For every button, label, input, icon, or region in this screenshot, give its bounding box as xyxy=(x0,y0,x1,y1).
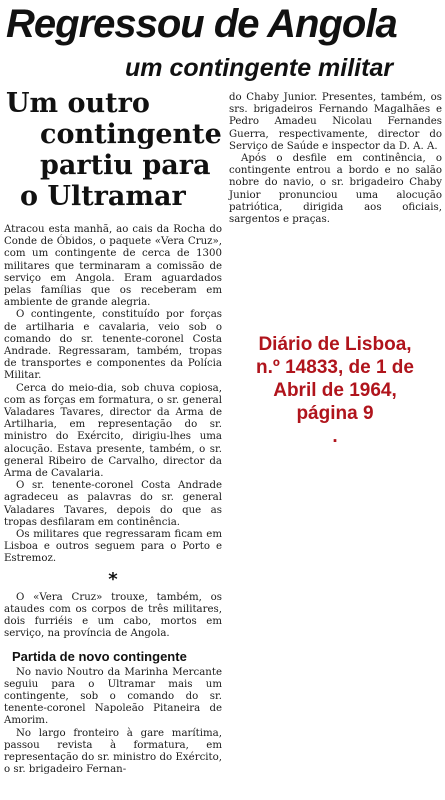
article-paragraph: Cerca do meio-dia, sob chuva copiosa, com as forças em formatura, o sr. general Valadares Tavares, director da Arma de Artilharia, em representação do sr. ministro do Exército, dirigiu-lhes uma alocução. Estava presente, também, o sr. general Ribeiro de Carvalho, director da Arma de Cavalaria. xyxy=(4,382,222,480)
section-separator: * xyxy=(108,568,118,590)
caption-line: página 9 xyxy=(296,403,374,424)
headline: Regressou de Angola xyxy=(6,2,397,46)
second-title-line: partiu para xyxy=(40,150,211,181)
article-paragraph: do Chaby Junior. Presentes, também, os srs. brigadeiros Fernando Magalhães e Pedro Amadeu Nicolau Fernandes Guerra, respectivamente, director do Serviço de Saúde e inspector da D. A. A. xyxy=(229,92,442,152)
left-column xyxy=(4,88,222,776)
caption-line: n.º 14833, de 1 de xyxy=(256,357,414,378)
second-title-line: o Ultramar xyxy=(20,181,186,212)
second-article-title xyxy=(6,88,222,212)
article-paragraph: No largo fronteiro à gare marítima, passou revista à formatura, em representação do sr. ministro do Exército, o sr. brigadeiro Fernan- xyxy=(4,727,222,776)
caption-line: Abril de 1964, xyxy=(273,380,397,401)
second-title-line: contingente xyxy=(40,119,222,150)
section-title: Partida de novo contingente xyxy=(12,648,187,664)
article-paragraph: O contingente, constituído por forças de artilharia e cavalaria, veio sob o comando do sr. tenente-coronel Costa Andrade. Regressaram, também, tropas de transportes e componentes da Polícia Militar. xyxy=(4,309,222,382)
caption-line: . xyxy=(332,426,338,447)
subheadline: um contingente militar xyxy=(125,54,394,82)
caption-line: Diário de Lisboa, xyxy=(258,334,412,355)
right-column xyxy=(229,92,442,226)
source-caption xyxy=(225,333,445,448)
article-paragraph: No navio Noutro da Marinha Mercante seguiu para o Ultramar mais um contingente, sob o comando do sr. tenente-coronel Napoleão Pitaneira de Amorim. xyxy=(4,666,222,727)
second-title-line: Um outro xyxy=(6,88,150,119)
article-paragraph: O «Vera Cruz» trouxe, também, os ataudes com os corpos de três militares, dois furriéis e um cabo, mortos em serviço, na província de Angola. xyxy=(4,591,222,640)
article-paragraph: Atracou esta manhã, ao cais da Rocha do Conde de Óbidos, o paquete «Vera Cruz», com um contingente de cerca de 1300 militares que terminaram a comissão de serviço em Angola. Eram aguardados pelas famílias que os receberam em ambiente de grande alegria. xyxy=(4,224,222,309)
article-paragraph: O sr. tenente-coronel Costa Andrade agradeceu as palavras do sr. general Valadares Tavares, depois do que as tropas desfilaram em continência. xyxy=(4,480,222,528)
article-paragraph: Após o desfile em continência, o contingente entrou a bordo e no salão nobre do navio, o sr. brigadeiro Chaby Junior pronunciou uma alocução patriótica, dirigida aos oficiais, sargentos e praças. xyxy=(229,153,442,226)
article-paragraph: Os militares que regressaram ficam em Lisboa e outros seguem para o Porto e Estremoz. xyxy=(4,529,222,565)
